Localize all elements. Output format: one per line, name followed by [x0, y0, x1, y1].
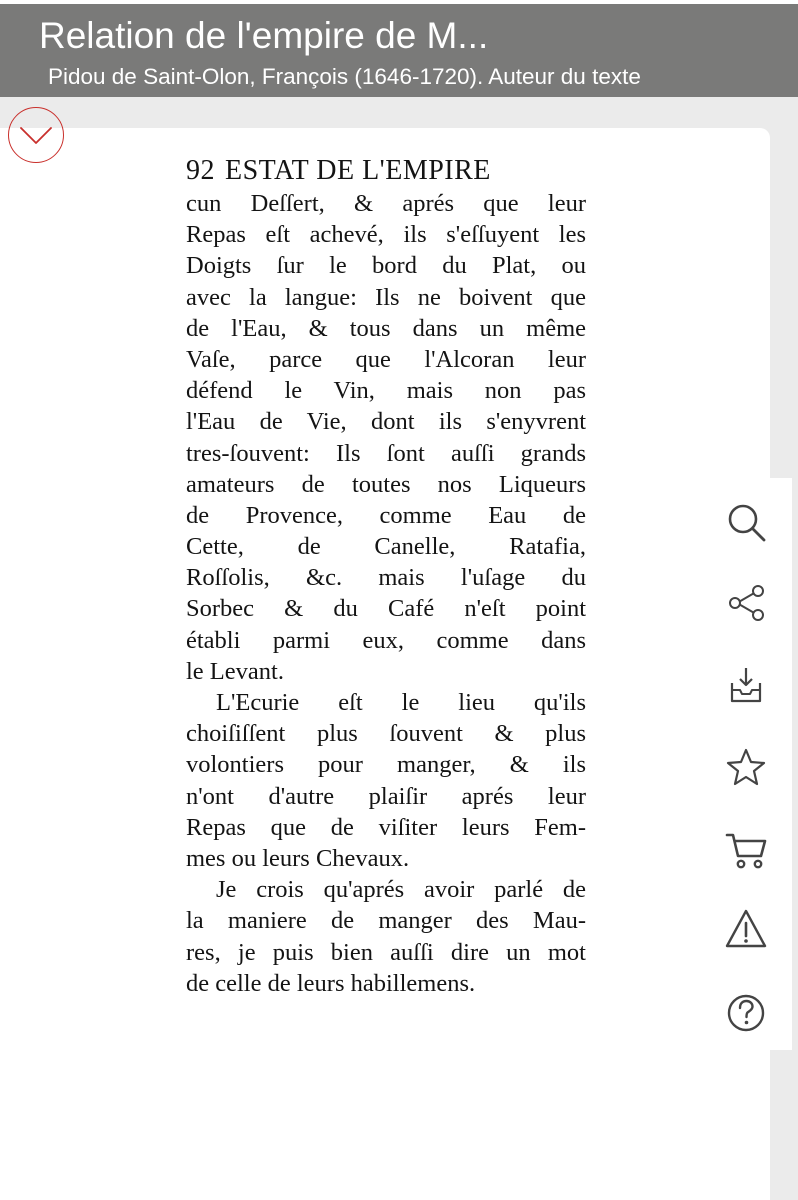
search-button[interactable]: [718, 494, 774, 550]
text-line: n'ont d'autre plaiſir aprés leur: [186, 782, 586, 810]
cart-icon: [718, 821, 774, 877]
report-button[interactable]: [718, 902, 774, 958]
text-line: volontiers pour manger, & ils: [186, 751, 586, 779]
text-line: res, je puis bien auſſi dire un mot: [186, 938, 586, 966]
help-icon: [718, 985, 774, 1041]
star-icon: [718, 739, 774, 795]
collapse-button[interactable]: [8, 107, 64, 163]
text-line: Cette, de Canelle, Ratafia,: [186, 533, 586, 561]
text-line: de Provence, comme Eau de: [186, 501, 586, 529]
running-head: [186, 154, 491, 188]
warning-icon: [718, 902, 774, 958]
side-toolbar: [700, 478, 792, 1050]
download-button[interactable]: [718, 657, 774, 713]
running-head-title: ESTAT DE L'EMPIRE: [225, 155, 491, 186]
header-bar: [0, 4, 798, 97]
text-line: Repas eſt achevé, ils s'eſſuyent les: [186, 221, 586, 249]
chevron-down-icon: [9, 108, 65, 164]
page-scan: [176, 148, 594, 1008]
text-line: cun Deſſert, & aprés que leur: [186, 190, 586, 217]
text-line: tres-ſouvent: Ils ſont auſſi grands: [186, 439, 586, 467]
text-line: amateurs de toutes nos Liqueurs: [186, 470, 586, 498]
text-line: Vaſe, parce que l'Alcoran leur: [186, 345, 586, 373]
text-line: Je crois qu'aprés avoir parlé de: [216, 876, 586, 904]
download-icon: [718, 657, 774, 713]
text-line: établi parmi eux, comme dans: [186, 626, 586, 654]
page-number: 92: [186, 155, 215, 186]
text-line: avec la langue: Ils ne boivent que: [186, 283, 586, 311]
text-line: de l'Eau, & tous dans un même: [186, 314, 586, 342]
share-button[interactable]: [718, 575, 774, 631]
search-icon: [718, 494, 774, 550]
text-line: Repas que de viſiter leurs Fem-: [186, 813, 586, 841]
text-line: défend le Vin, mais non pas: [186, 377, 586, 405]
share-icon: [718, 575, 774, 631]
cart-button[interactable]: [718, 821, 774, 877]
text-line: Roſſolis, &c. mais l'uſage du: [186, 564, 586, 592]
text-line: l'Eau de Vie, dont ils s'enyvrent: [186, 408, 586, 436]
text-line: le Levant.: [186, 657, 284, 685]
favorite-button[interactable]: [718, 739, 774, 795]
text-line: L'Ecurie eſt le lieu qu'ils: [216, 689, 586, 716]
document-author: Pidou de Saint-Olon, François (1646-1720). Auteur du texte: [48, 64, 641, 89]
text-line: mes ou leurs Chevaux.: [186, 844, 410, 872]
text-line: Sorbec & du Café n'eſt point: [186, 595, 586, 623]
text-line: choiſiſſent plus ſouvent & plus: [186, 720, 586, 748]
text-line: de celle de leurs habillemens.: [186, 969, 476, 997]
text-line: la maniere de manger des Mau-: [186, 907, 586, 935]
document-title: Relation de l'empire de M...: [39, 15, 489, 56]
page-text: [186, 188, 586, 999]
text-line: Doigts ſur le bord du Plat, ou: [186, 252, 586, 280]
help-button[interactable]: [718, 985, 774, 1041]
